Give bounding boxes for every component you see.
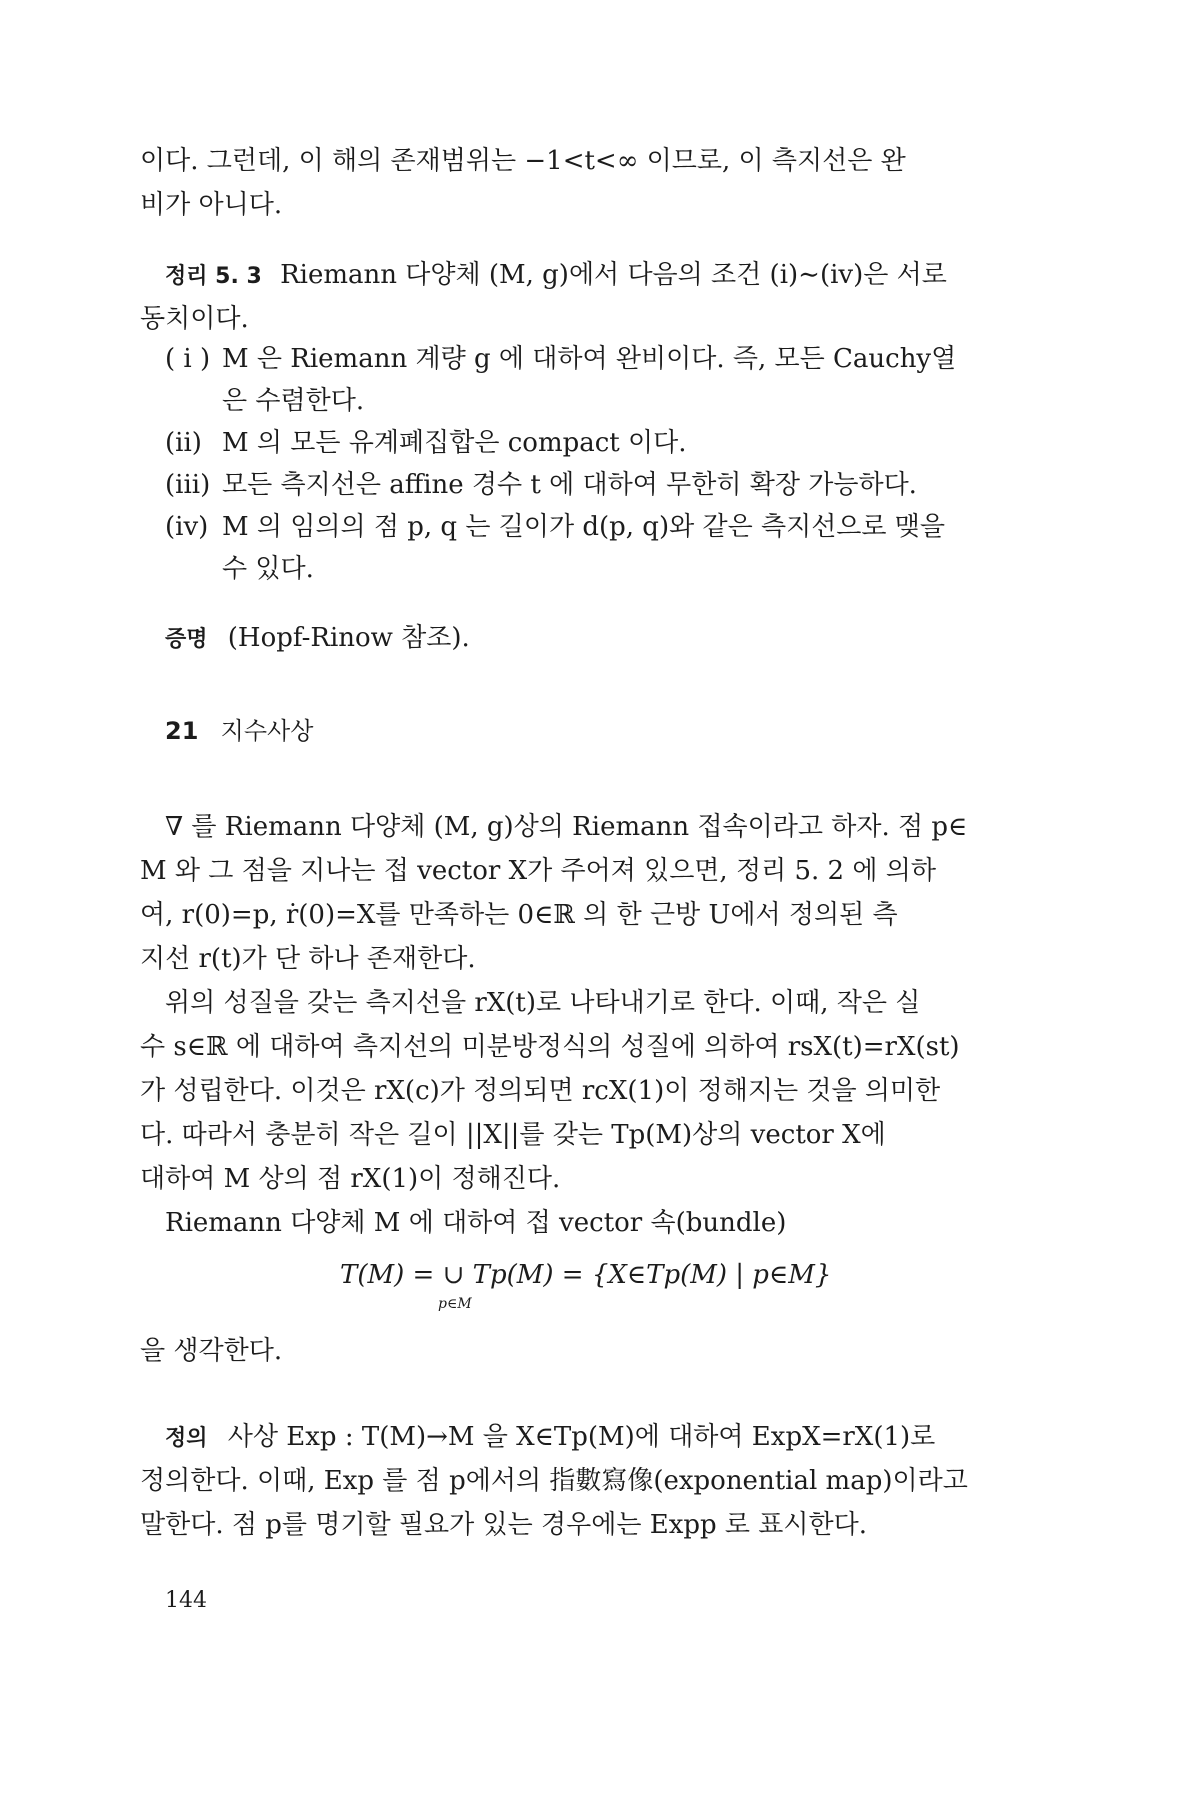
theorem-item-iii-number: (iii) [165,470,211,500]
theorem-item-iv-line-2: 수 있다. [222,554,314,584]
body-line-1: ∇ 를 Riemann 다양체 (M, g)상의 Riemann 접속이라고 하자. 점 p∈ [165,812,968,842]
theorem-item-iv-number: (iv) [165,512,209,542]
theorem-item-ii-number: (ii) [165,428,202,458]
intro-line-2: 비가 아니다. [140,190,283,220]
definition-label: 정의 [165,1426,208,1451]
body-line-3: 여, r(0)=p, ṙ(0)=X를 만족하는 0∈ℝ 의 한 근방 U에서 정의된 측 [140,900,898,930]
body-line-9: 대하여 M 상의 점 rX(1)이 정해진다. [140,1164,561,1194]
theorem-heading [165,262,947,288]
bundle-formula-subscript: p∈M [438,1296,472,1312]
page-number: 144 [165,1588,207,1613]
definition-line-3: 말한다. 점 p를 명기할 필요가 있는 경우에는 Expp 로 표시한다. [140,1510,868,1540]
theorem-item-i-line-2: 은 수렴한다. [222,386,365,416]
proof-text: (Hopf-Rinow 참조). [227,623,470,653]
theorem-label: 정리 5. 3 [165,264,262,289]
proof-label: 증명 [165,627,208,652]
after-formula-text: 을 생각한다. [140,1336,283,1366]
body-line-8: 다. 따라서 충분히 작은 길이 ||X||를 갖는 Tp(M)상의 vector X에 [140,1120,886,1150]
body-line-10: Riemann 다양체 M 에 대하여 접 vector 속(bundle) [165,1208,787,1238]
body-line-2: M 와 그 점을 지나는 접 vector X가 주어져 있으면, 정리 5. 2 에 의하 [140,856,936,886]
theorem-item-i-number: ( i ) [165,344,211,374]
proof [165,625,470,651]
section-number: 21 [165,717,199,745]
body-line-4: 지선 r(t)가 단 하나 존재한다. [140,944,476,974]
bundle-formula: T(M) = ∪ Tp(M) = {X∈Tp(M) | p∈M} [340,1260,832,1290]
intro-line-1: 이다. 그런데, 이 해의 존재범위는 −1<t<∞ 이므로, 이 측지선은 완 [140,146,906,176]
body-line-5: 위의 성질을 갖는 측지선을 rX(t)로 나타내기로 한다. 이때, 작은 실 [165,988,921,1018]
definition-line-1 [165,1424,935,1450]
section-heading [165,718,313,744]
theorem-text-2: 동치이다. [140,304,249,334]
theorem-item-iii-line-1: 모든 측지선은 affine 경수 t 에 대하여 무한히 확장 가능하다. [222,470,917,500]
theorem-item-ii-line-1: M 의 모든 유계폐집합은 compact 이다. [222,428,687,458]
body-line-6: 수 s∈ℝ 에 대하여 측지선의 미분방정식의 성질에 의하여 rsX(t)=rX(st) [140,1032,960,1062]
theorem-text-1: Riemann 다양체 (M, g)에서 다음의 조건 (i)∼(iv)은 서로 [280,260,947,290]
definition-line-2: 정의한다. 이때, Exp 를 점 p에서의 指數寫像(exponential map)이라고 [140,1466,968,1496]
theorem-item-i-line-1: M 은 Riemann 계량 g 에 대하여 완비이다. 즉, 모든 Cauchy열 [222,344,957,374]
definition-text-1: 사상 Exp : T(M)→M 을 X∈Tp(M)에 대하여 ExpX=rX(1)로 [227,1422,936,1452]
theorem-item-iv-line-1: M 의 임의의 점 p, q 는 길이가 d(p, q)와 같은 측지선으로 맺을 [222,512,946,542]
body-line-7: 가 성립한다. 이것은 rX(c)가 정의되면 rcX(1)이 정해지는 것을 의미한 [140,1076,941,1106]
section-title: 지수사상 [220,717,314,745]
